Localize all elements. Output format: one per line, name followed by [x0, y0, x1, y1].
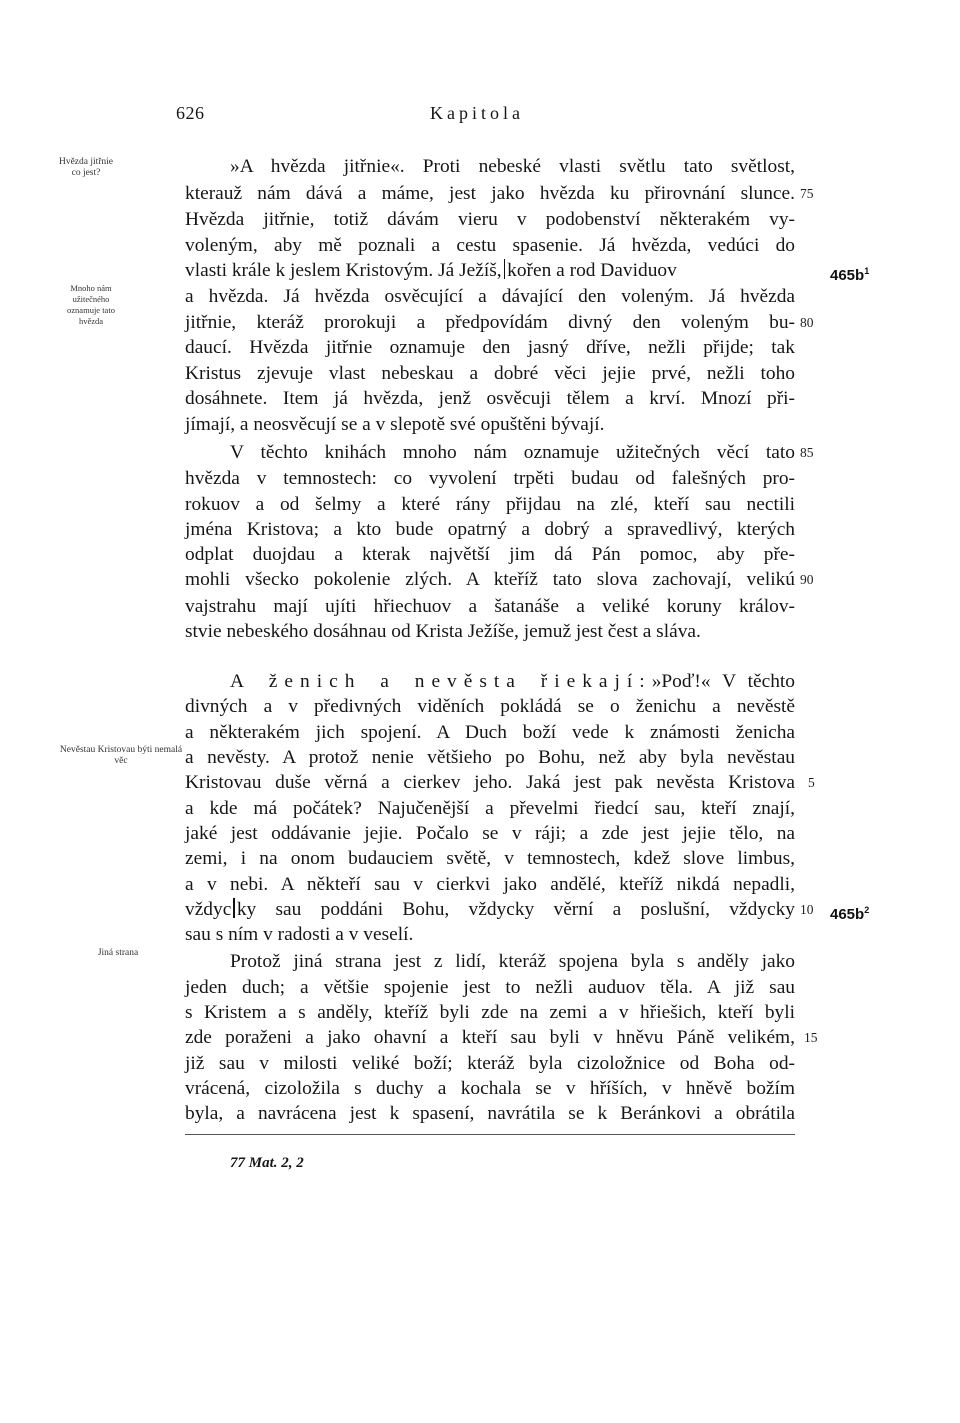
- text-line: a některakém jich spojení. A Duch boží vede k známosti ženicha: [185, 722, 795, 743]
- footnote-rule: [185, 1134, 795, 1135]
- text-segment: vlasti krále k jeslem Kristovým. Já Ježíš,: [185, 260, 502, 281]
- text-line: s Kristem a s anděly, kteříž byli zde na zemi a v hřiešich, kteří byli: [185, 1002, 795, 1023]
- text-line: stvie nebeského dosáhnau od Krista Ježíše, jemuž jest čest a sláva.: [185, 621, 701, 642]
- folio-label: 465b: [830, 267, 865, 284]
- text-line: »A hvězda jitřnie«. Proti nebeské vlasti světlu tato světlost,: [230, 156, 795, 177]
- margin-note: Mnoho nám užitečného oznamuje tato hvězda: [67, 283, 115, 326]
- line-number: 80: [800, 315, 814, 330]
- folio-label: 465b: [830, 906, 865, 923]
- margin-note: Nevěstau Kristovau býti nemalá věc: [59, 745, 183, 766]
- text-line: vrácená, cizoložila s duchy a kochala se v hříších, v hněvě božím: [185, 1078, 795, 1099]
- text-line: [185, 898, 795, 922]
- text-line: odplat duojdau a kterak najvětší jim dá Pán pomoc, aby pře-: [185, 544, 795, 565]
- line-number: 90: [800, 572, 814, 587]
- folio-sup: 1: [864, 266, 870, 276]
- line-number: 15: [804, 1030, 818, 1045]
- text-line: jména Kristova; a kto bude opatrný a dobrý a spravedlivý, kterých: [185, 519, 795, 540]
- lemma-text: A ženich a nevěsta řiekají:: [230, 671, 652, 692]
- text-line: voleným, aby mě poznali a cestu spasenie. Já hvězda, vedúci do: [185, 235, 795, 256]
- page-number: 626: [176, 103, 205, 123]
- running-title: Kapitola: [430, 103, 524, 123]
- text-line: vajstrahu mají ujíti hřiechuov a šatanáše a veliké koruny králov-: [185, 596, 795, 617]
- text-line: zemi, i na onom budauciem světě, v temnostech, kdež slove limbus,: [185, 848, 795, 869]
- text-line: daucí. Hvězda jitřnie oznamuje den jasný dříve, nežli přijde; tak: [185, 337, 795, 358]
- folio-mark: [830, 898, 869, 927]
- text-line: divných a v předivných viděních pokládá se o ženichu a nevěstě: [185, 696, 795, 717]
- folio-divider: [504, 259, 506, 279]
- folio-divider: [233, 898, 235, 918]
- text-line: a nevěsty. A protož nenie většieho po Bohu, než aby byla nevěstau: [185, 747, 795, 768]
- text-line: byla, a navrácena jest k spasení, navrátila se k Beránkovi a obrátila: [185, 1103, 795, 1124]
- line-number: 85: [800, 445, 814, 460]
- text-line: zde poraženi a jako ohavní a kteří sau byli v hněvu Páně velikém,: [185, 1027, 795, 1048]
- text-line: jímají, a neosvěcují se a v slepotě své opuštěni bývají.: [185, 414, 605, 435]
- line-number: 75: [800, 186, 814, 201]
- text-line: již sau v milosti veliké boží; kteráž byla cizoložnice od Boha od-: [185, 1053, 795, 1074]
- text-line: V těchto knihách mnoho nám oznamuje užitečných věcí tato: [230, 442, 795, 463]
- text-line: Kristovau duše věrná a cierkev jeho. Jaká jest pak nevěsta Kristova: [185, 772, 795, 793]
- text-line: mohli všecko pokolenie zlých. A kteříž tato slova zachovají, velikú: [185, 569, 795, 590]
- text-segment: »Poď!« V těchto: [651, 671, 795, 692]
- page-header: [0, 103, 960, 129]
- text-line: jitřnie, kteráž prorokuji a předpovídám divný den voleným bu-: [185, 312, 795, 333]
- text-segment: ky sau poddáni Bohu, vždycky věrní a poslušní, vždycky: [236, 899, 795, 920]
- text-line: Protož jiná strana jest z lidí, kteráž spojena byla s anděly jako: [230, 951, 795, 972]
- text-line: Hvězda jitřnie, totiž dávám vieru v podobenství některakém vy-: [185, 209, 795, 230]
- line-number: 5: [808, 775, 815, 790]
- margin-note: Hvězda jitřnie co jest?: [58, 157, 114, 178]
- folio-sup: 2: [864, 905, 870, 915]
- text-line: a kde má počátek? Najučenější a převelmi řiedcí sau, kteří znají,: [185, 798, 795, 819]
- text-line: [185, 259, 795, 283]
- text-line: jeden duch; a většie spojenie jest to nežli auduov těla. A již sau: [185, 977, 795, 998]
- text-line: dosáhnete. Item já hvězda, jenž osvěcuji tělem a krví. Mnozí při-: [185, 388, 795, 409]
- text-line: rokuov a od šelmy a které rány přijdau na zlé, kteří sau nectili: [185, 494, 795, 515]
- text-segment: vždyc: [185, 899, 232, 920]
- footnote: 77 Mat. 2, 2: [230, 1155, 304, 1171]
- line-number: 10: [800, 902, 814, 917]
- text-line: hvězda v temnostech: co vyvolení trpěti budau od falešných pro-: [185, 468, 795, 489]
- text-line: jaké jest oddávanie jejie. Počalo se v ráji; a zde jest jejie tělo, na: [185, 823, 795, 844]
- folio-mark: [830, 259, 869, 288]
- margin-note: Jiná strana: [97, 948, 139, 958]
- text-segment: kořen a rod Daviduov: [507, 260, 677, 281]
- text-line: a hvězda. Já hvězda osvěcující a dávající den voleným. Já hvězda: [185, 286, 795, 307]
- text-line: sau s ním v radosti a v veselí.: [185, 924, 414, 945]
- text-line: Kristus zjevuje vlast nebeskau a dobré věci jejie prvé, nežli toho: [185, 363, 795, 384]
- text-line: kterauž nám dává a máme, jest jako hvězda ku přirovnání slunce.: [185, 183, 795, 204]
- text-line: [230, 670, 795, 694]
- text-line: a v nebi. A někteří sau v cierkvi jako andělé, kteříž nikdá nepadli,: [185, 874, 795, 895]
